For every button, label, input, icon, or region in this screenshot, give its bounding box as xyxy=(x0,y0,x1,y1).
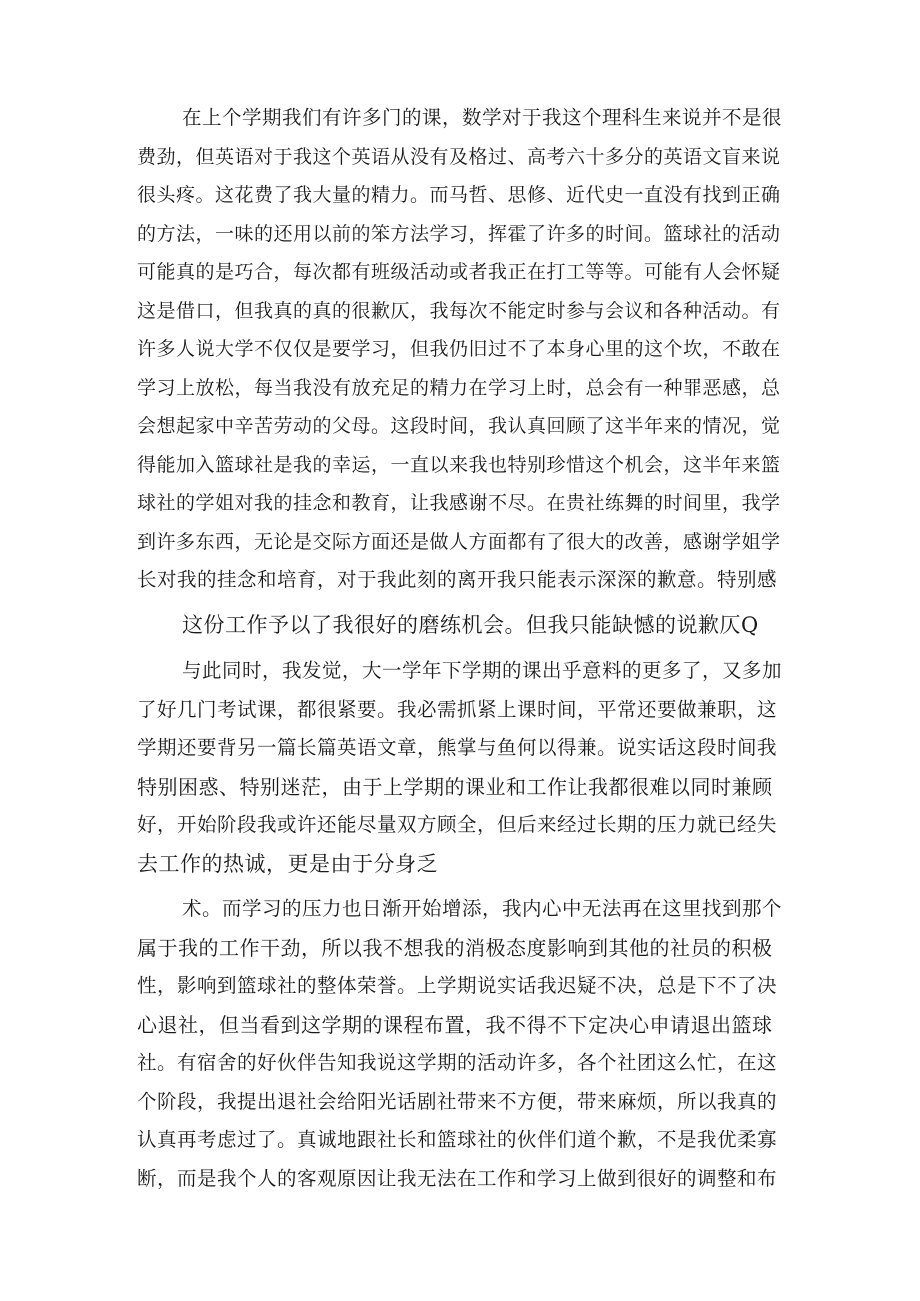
text-line: 这份工作予以了我很好的磨练机会。但我只能缺憾的说歉仄Q xyxy=(182,613,759,637)
text-line: 学期还要背另一篇长篇英语文章，熊掌与鱼何以得兼。说实话这段时间我 xyxy=(137,736,778,759)
text-line: 许多人说大学不仅仅是要学习，但我仍旧过不了本身心里的这个坎，不敢在 xyxy=(137,338,781,360)
text-line: 好，开始阶段我或许还能尽量双方顾全，但后来经过长期的压力就已经失 xyxy=(137,813,778,836)
text-line: 特别困惑、特别迷茫，由于上学期的课业和工作让我都很难以同时兼顾 xyxy=(137,775,773,799)
text-line: 性，影响到篮球社的整体荣誉。上学期说实话我迟疑不决，总是下不了决 xyxy=(137,974,778,997)
text-line: 了好几门考试课，都很紧要。我必需抓紧上课时间，平常还要做兼职，这 xyxy=(137,698,778,721)
text-line: 学习上放松，每当我没有放充足的精力在学习上时，总会有一种罪恶感，总 xyxy=(137,377,781,399)
text-line: 术。而学习的压力也日渐开始增添，我内心中无法再在这里找到那个 xyxy=(182,897,783,920)
text-line: 断，而是我个人的客观原因让我无法在工作和学习上做到很好的调整和布 xyxy=(137,1167,778,1190)
text-line: 长对我的挂念和培育，对于我此刻的离开我只能表示深深的歉意。特别感 xyxy=(137,568,778,591)
text-line: 认真再考虑过了。真诚地跟社长和篮球社的伙伴们道个歉，不是我优柔寡 xyxy=(137,1128,778,1151)
text-line: 属于我的工作干劲，所以我不想我的消极态度影响到其他的社员的积极 xyxy=(137,936,773,960)
text-line: 球社的学姐对我的挂念和教育，让我感谢不尽。在贵社练舞的时间里，我学 xyxy=(137,492,781,514)
text-line: 得能加入篮球社是我的幸运，一直以来我也特别珍惜这个机会，这半年来篮 xyxy=(137,454,781,476)
text-line: 个阶段，我提出退社会给阳光话剧社带来不方便，带来麻烦，所以我真的 xyxy=(137,1090,778,1113)
text-line: 社。有宿舍的好伙伴告知我说这学期的活动许多，各个社团这么忙，在这 xyxy=(137,1051,778,1074)
text-line: 这是借口，但我真的真的很歉仄，我每次不能定时参与会议和各种活动。有 xyxy=(137,300,781,322)
text-line: 很头疼。这花费了我大量的精力。而马哲、思修、近代史一直没有找到正确 xyxy=(137,184,781,206)
text-line: 到许多东西，无论是交际方面还是做人方面都有了很大的改善，感谢学姐学 xyxy=(137,531,781,553)
text-line: 费劲，但英语对于我这个英语从没有及格过、高考六十多分的英语文盲来说 xyxy=(137,146,781,168)
text-line: 与此同时，我发觉，大一学年下学期的课出乎意料的更多了，又多加 xyxy=(182,659,783,682)
text-line: 的方法，一味的还用以前的笨方法学习，挥霍了许多的时间。篮球社的活动 xyxy=(137,223,781,245)
text-line: 会想起家中辛苦劳动的父母。这段时间，我认真回顾了这半年来的情况，觉 xyxy=(137,415,781,437)
text-line: 可能真的是巧合，每次都有班级活动或者我正在打工等等。可能有人会怀疑 xyxy=(137,261,781,283)
text-line: 心退社，但当看到这学期的课程布置，我不得不下定决心申请退出篮球 xyxy=(137,1013,773,1037)
text-line: 在上个学期我们有许多门的课，数学对于我这个理科生来说并不是很 xyxy=(182,106,783,129)
text-line: 去工作的热诚，更是由于分身乏 xyxy=(137,852,438,876)
